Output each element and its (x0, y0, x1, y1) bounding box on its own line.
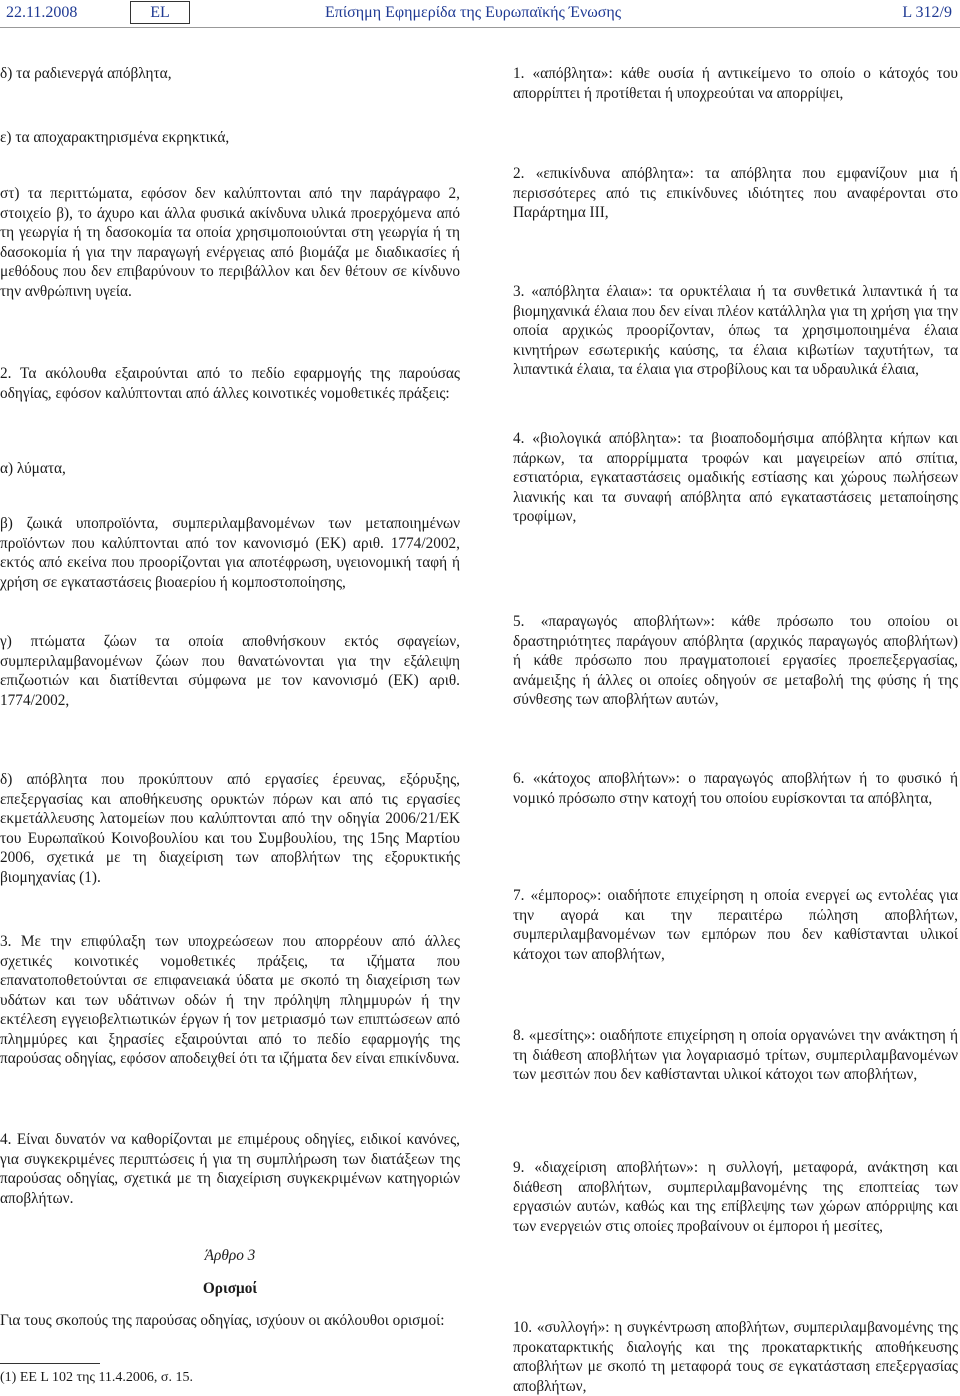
page-number: L 312/9 (902, 4, 952, 21)
paragraph-intro: Για τους σκοπούς της παρούσας οδηγίας, ισχύουν οι ακόλουθοι ορισμοί: (0, 1312, 445, 1329)
paragraph-2: 2. Τα ακόλουθα εξαιρούνται από το πεδίο εφαρμογής της παρούσας οδηγίας, εφόσον καλύπτονται από άλλες κοινοτικές νομοθετικές πράξεις: (0, 365, 460, 402)
paragraph-d2: δ) απόβλητα που προκύπτουν από εργασίες έρευνας, εξόρυξης, επεξεργασίας και αποθήκευσης ορυκτών πόρων και από τις εργασίες εκμετάλλευσης λατομείων που καλύπτονται από την οδηγία 2006/21/ΕΚ του Ευρωπαϊκού Κοινοβουλίου και του Συμβουλίου, της 15ης Μαρτίου 2006, σχετικά με τη διαχείριση των αποβλήτων της εξορυκτικής βιομηχανίας (1). (0, 771, 460, 886)
header-rule (0, 27, 960, 28)
paragraph-e: ε) τα αποχαρακτηρισμένα εκρηκτικά, (0, 129, 230, 146)
definition-9: 9. «διαχείριση αποβλήτων»: η συλλογή, μεταφορά, ανάκτηση και διάθεση αποβλήτων, συμπεριλαμβανομένης της εποπτείας των εργασιών αυτών, καθώς και της επίβλεψης των χώρων απόρριψης και των ενεργειών στις οποίες προβαίνουν οι έμποροι ή μεσίτες, (513, 1159, 958, 1235)
definition-1: 1. «απόβλητα»: κάθε ουσία ή αντικείμενο το οποίο ο κάτοχός του απορρίπτει ή προτίθεται ή υποχρεούται να απορρίψει, (513, 65, 958, 102)
definition-6: 6. «κάτοχος αποβλήτων»: ο παραγωγός αποβλήτων ή το φυσικό ή νομικό πρόσωπο στην κατοχή του οποίου ευρίσκονται τα απόβλητα, (513, 770, 958, 807)
definition-5: 5. «παραγωγός αποβλήτων»: κάθε πρόσωπο του οποίου οι δραστηριότητες παράγουν απόβλητα (αρχικός παραγωγός αποβλήτων) ή κάθε πρόσωπο που πραγματοποιεί εργασίες προεπεξεργασίας, ανάμειξης ή άλλες οι οποίες οδηγούν σε μεταβολή της φύσης ή της σύνθεσης των αποβλήτων αυτών, (513, 613, 958, 708)
paragraph-a: α) λύματα, (0, 460, 66, 477)
footnote-rule (0, 1363, 100, 1364)
paragraph-d: δ) τα ραδιενεργά απόβλητα, (0, 65, 172, 82)
paragraph-4: 4. Είναι δυνατόν να καθορίζονται με επιμέρους οδηγίες, ειδικοί κανόνες, για συγκεκριμένες περιπτώσεις ή για τη συμπλήρωση των διατάξεων της παρούσας οδηγίας, σχετικά με τη διαχείριση συγκεκριμένων κατηγοριών αποβλήτων. (0, 1131, 460, 1207)
article-number: Άρθρο 3 (204, 1247, 256, 1264)
definition-3: 3. «απόβλητα έλαια»: τα ορυκτέλαια ή τα συνθετικά λιπαντικά ή τα βιομηχανικά έλαια που δεν είναι πλέον κατάλληλα για τη χρήση για την οποία αρχικώς προορίζονταν, όπως τα χρησιμοποιημένα έλαια κινητήρων εσωτερικής καύσης, τα έλαια κιβωτίων ταχυτήτων, τα λιπαντικά έλαια, τα έλαια για στροβίλους και τα υδραυλικά έλαια, (513, 283, 958, 378)
definition-7: 7. «έμπορος»: οιαδήποτε επιχείρηση η οποία ενεργεί ως εντολέας για την αγορά και την περαιτέρω πώληση αποβλήτων, συμπεριλαμβανομένων των εμπόρων που δεν καθίστανται υλικοί κάτοχοι των αποβλήτων, (513, 887, 958, 963)
publication-date: 22.11.2008 (6, 4, 78, 21)
language-badge: EL (130, 1, 190, 24)
definition-2: 2. «επικίνδυνα απόβλητα»: τα απόβλητα που εμφανίζουν μια ή περισσότερες από τις επικίνδυνες ιδιότητες που αναφέρονται στο Παράρτημα III, (513, 165, 958, 221)
paragraph-b: β) ζωικά υποπροϊόντα, συμπεριλαμβανομένων των μεταποιημένων προϊόντων που καλύπτονται από τον κανονισμό (ΕΚ) αριθ. 1774/2002, εκτός από εκείνα που προορίζονται για αποτέφρωση, υγειονομική ταφή ή χρήση σε εγκαταστάσεις βιοαερίου ή κομποστοποίησης, (0, 515, 460, 591)
paragraph-g: γ) πτώματα ζώων τα οποία αποθνήσκουν εκτός σφαγείων, συμπεριλαμβανομένων ζώων που θανατώνονται για την εξάλειψη επιζωοτιών και διατίθενται σύμφωνα με τον κανονισμό (ΕΚ) αριθ. 1774/2002, (0, 633, 460, 709)
definition-4: 4. «βιολογικά απόβλητα»: τα βιοαποδομήσιμα απόβλητα κήπων και πάρκων, τα απορρίμματα τροφών και μαγειρείων από σπίτια, εστιατόρια, εγκαταστάσεις ομαδικής εστίασης και χώρους πωλήσεων λιανικής και τα συναφή απόβλητα από εγκαταστάσεις μεταποίησης τροφίμων, (513, 430, 958, 525)
article-title: Ορισμοί (202, 1280, 258, 1297)
journal-title: Επίσημη Εφημερίδα της Ευρωπαϊκής Ένωσης (325, 4, 622, 21)
page-header (0, 0, 960, 40)
definition-10: 10. «συλλογή»: η συγκέντρωση αποβλήτων, συμπεριλαμβανομένης της προκαταρκτικής διαλογής και της προκαταρκτικής αποθήκευσης αποβλήτων με σκοπό τη μεταφορά τους σε εγκατάσταση επεξεργασίας αποβλήτων, (513, 1319, 958, 1395)
definition-8: 8. «μεσίτης»: οιαδήποτε επιχείρηση η οποία οργανώνει την ανάκτηση ή τη διάθεση αποβλήτων για λογαριασμό τρίτων, συμπεριλαμβανομένων των μεσιτών που δεν καθίστανται υλικοί κάτοχοι των αποβλήτων, (513, 1027, 958, 1083)
footnote: (1) ΕΕ L 102 της 11.4.2006, σ. 15. (0, 1370, 193, 1385)
paragraph-3: 3. Με την επιφύλαξη των υποχρεώσεων που απορρέουν από άλλες σχετικές κοινοτικές νομοθετικές πράξεις, τα ιζήματα που επανατοποθετούνται σε επιφανειακά ύδατα με σκοπό τη διαχείριση των υδάτων και των υδάτινων οδών ή την πρόληψη πλημμυρών ή την εκτέλεση εγγειοβελτιωτικών έργων ή τον μετριασμό των επιπτώσεων από πλημμύρες και ξηρασίες εξαιρούνται από το πεδίο εφαρμογής της παρούσας οδηγίας, εφόσον αποδειχθεί ότι τα ιζήματα δεν είναι επικίνδυνα. (0, 933, 460, 1067)
paragraph-st: στ) τα περιττώματα, εφόσον δεν καλύπτονται από την παράγραφο 2, στοιχείο β), το άχυρο και άλλα φυσικά ακίνδυνα υλικά προερχόμενα από τη γεωργία ή τη δασοκομία τα οποία χρησιμοποιούνται στη γεωργία ή τη δασοκομία ή για την παραγωγή ενέργειας από βιομάζα με διαδικασίες ή μεθόδους που δεν επιβαρύνουν το περιβάλλον και δεν θέτουν σε κίνδυνο την ανθρώπινη υγεία. (0, 185, 460, 300)
